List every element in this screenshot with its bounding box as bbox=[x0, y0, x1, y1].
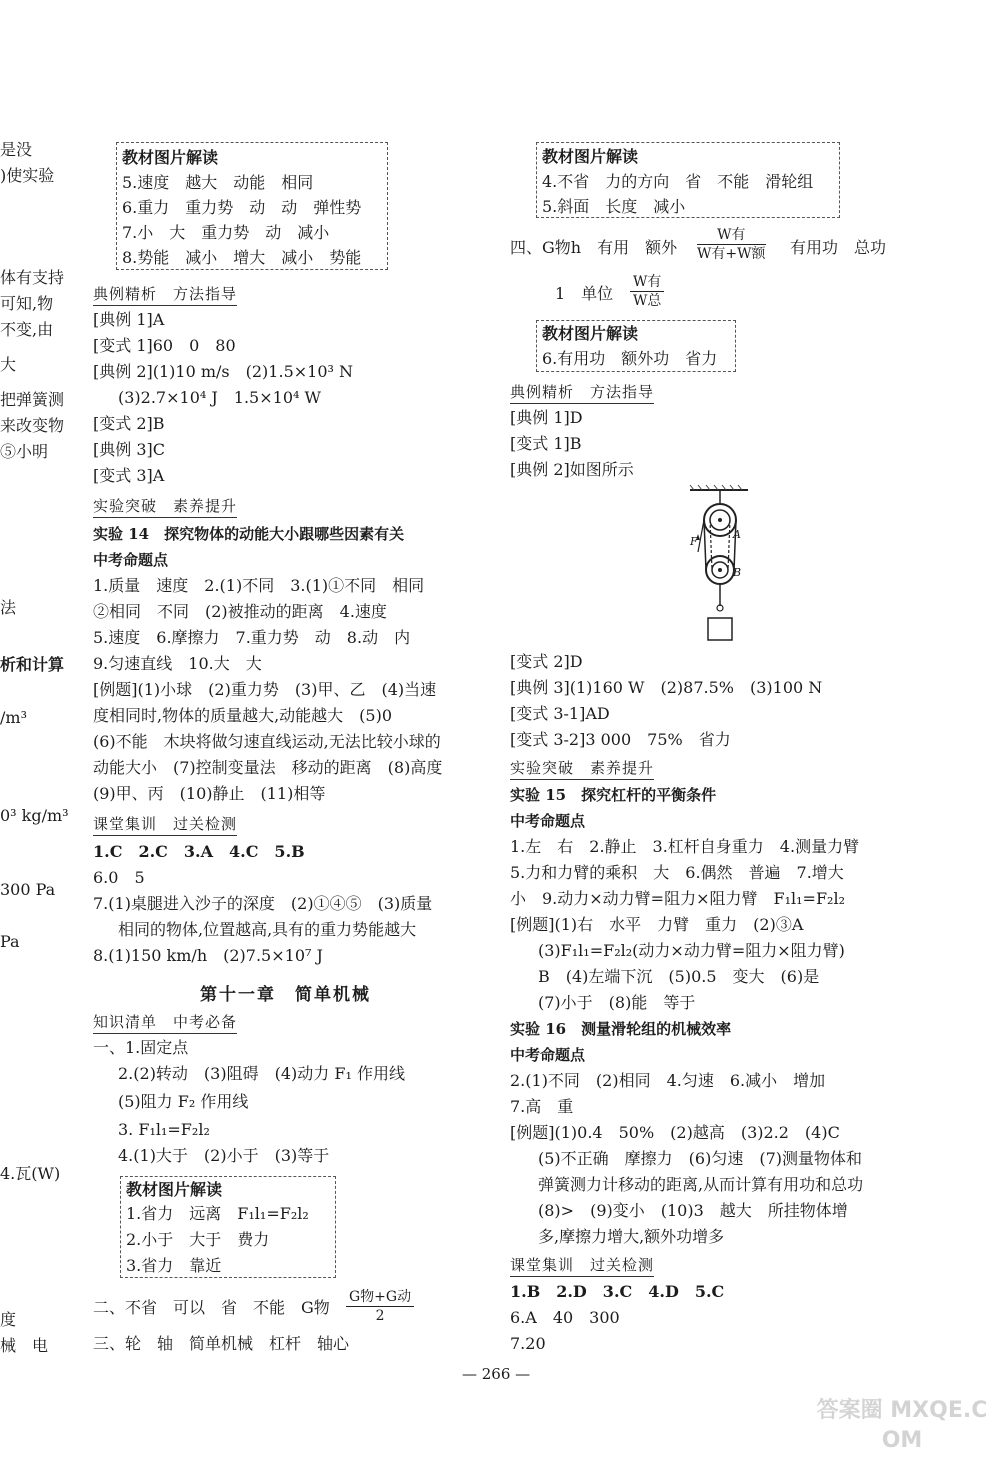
answer-line: 7.高 重 bbox=[510, 1097, 574, 1116]
answer-line: [典例 2]如图所示 bbox=[510, 460, 634, 479]
answer-line: 四、G物h 有用 额外 bbox=[510, 238, 678, 257]
box-line: 7.小 大 重力势 动 减小 bbox=[122, 223, 330, 242]
answer-line: (6)不能 木块将做匀速直线运动,无法比较小球的 bbox=[93, 732, 441, 751]
subheading: 中考命题点 bbox=[510, 812, 586, 830]
answer-line: 2.(1)不同 (2)相同 4.匀速 6.减小 增加 bbox=[510, 1071, 826, 1090]
answer-line: [变式 3]A bbox=[93, 466, 165, 485]
box-line: 6.重力 重力势 动 动 弹性势 bbox=[122, 198, 362, 217]
fraction bbox=[346, 1288, 414, 1325]
answer-line: 5.速度 6.摩擦力 7.重力势 动 8.动 内 bbox=[93, 628, 411, 647]
figure-label: F bbox=[690, 535, 698, 548]
edge-text: /m³ bbox=[0, 708, 27, 727]
subheading: 中考命题点 bbox=[93, 551, 169, 569]
answer-line: [变式 3-1]AD bbox=[510, 704, 610, 723]
answer-line: 2.(2)转动 (3)阻碍 (4)动力 F₁ 作用线 bbox=[118, 1064, 405, 1083]
section-header: 实验突破 素养提升 bbox=[510, 758, 654, 780]
answer-line: [典例 1]A bbox=[93, 310, 165, 329]
answer-line: 5.力和力臂的乘积 大 6.偶然 普遍 7.增大 bbox=[510, 863, 844, 882]
edge-text: 是没 bbox=[0, 140, 33, 159]
answer-line: 6.A 40 300 bbox=[510, 1308, 620, 1327]
box-title: 教材图片解读 bbox=[126, 1180, 223, 1199]
answer-line: (9)甲、丙 (10)静止 (11)相等 bbox=[93, 784, 326, 803]
edge-text: )使实验 bbox=[0, 166, 55, 185]
answer-line: (7)小于 (8)能 等于 bbox=[538, 993, 696, 1012]
answer-line: 小 9.动力×动力臂=阻力×阻力臂 F₁l₁=F₂l₂ bbox=[510, 889, 845, 908]
box-line: 8.势能 减小 增大 减小 势能 bbox=[122, 248, 362, 267]
answer-line: [典例 1]D bbox=[510, 408, 583, 427]
answer-line: [变式 1]60 0 80 bbox=[93, 336, 236, 355]
answer-line: [变式 2]D bbox=[510, 652, 583, 671]
answer-line: (3)2.7×10⁴ J 1.5×10⁴ W bbox=[118, 388, 321, 407]
answer-line: [例题](1)0.4 50% (2)越高 (3)2.2 (4)C bbox=[510, 1123, 840, 1142]
box-line: 1.省力 远离 F₁l₁=F₂l₂ bbox=[126, 1204, 309, 1223]
section-header: 课堂集训 过关检测 bbox=[93, 814, 237, 836]
section-header: 典例精析 方法指导 bbox=[93, 284, 237, 306]
answer-line: 8.(1)150 km/h (2)7.5×10⁷ J bbox=[93, 946, 323, 965]
edge-text: 把弹簧测 bbox=[0, 390, 65, 409]
edge-text: 械 电 bbox=[0, 1336, 49, 1355]
experiment-title: 实验 14 探究物体的动能大小跟哪些因素有关 bbox=[93, 525, 405, 543]
answer-line: B (4)左端下沉 (5)0.5 变大 (6)是 bbox=[538, 967, 820, 986]
answer-line: [变式 1]B bbox=[510, 434, 582, 453]
answer-line: ②相同 不同 (2)被推动的距离 4.速度 bbox=[93, 602, 387, 621]
edge-text: ⑤小明 bbox=[0, 442, 49, 461]
answer-line: 6.0 5 bbox=[93, 868, 145, 887]
answer-line: 7.(1)桌腿进入沙子的深度 (2)①④⑤ (3)质量 bbox=[93, 894, 433, 913]
box-title: 教材图片解读 bbox=[542, 147, 639, 166]
answer-line: (5)不正确 摩擦力 (6)匀速 (7)测量物体和 bbox=[538, 1149, 862, 1168]
fraction bbox=[630, 273, 664, 310]
watermark-text: 答案圈 MXQE.COM bbox=[816, 1398, 988, 1453]
page-number: — 266 — bbox=[462, 1365, 531, 1383]
edge-text: Pa bbox=[0, 932, 20, 951]
answer-line: 有用功 总功 bbox=[790, 238, 887, 257]
edge-text: 大 bbox=[0, 355, 17, 374]
answer-line: 一、1.固定点 bbox=[93, 1038, 189, 1057]
answer-line: 相同的物体,位置越高,具有的重力势能越大 bbox=[118, 920, 417, 939]
edge-text: 可知,物 bbox=[0, 294, 54, 313]
answer-line: [例题](1)小球 (2)重力势 (3)甲、乙 (4)当速 bbox=[93, 680, 437, 699]
answer-line: 1.C 2.C 3.A 4.C 5.B bbox=[93, 842, 305, 861]
answer-line: 多,摩擦力增大,额外功增多 bbox=[538, 1227, 725, 1246]
edge-text: 4.瓦(W) bbox=[0, 1164, 61, 1183]
box-title: 教材图片解读 bbox=[122, 148, 219, 167]
box-title: 教材图片解读 bbox=[542, 324, 639, 343]
answer-line: [典例 2](1)10 m/s (2)1.5×10³ N bbox=[93, 362, 354, 381]
watermark-logo bbox=[812, 1396, 992, 1466]
answer-line: 3. F₁l₁=F₂l₂ bbox=[118, 1120, 210, 1139]
answer-line: 弹簧测力计移动的距离,从而计算有用功和总功 bbox=[538, 1175, 864, 1194]
box-line: 4.不省 力的方向 省 不能 滑轮组 bbox=[542, 172, 814, 191]
edge-text: 法 bbox=[0, 598, 17, 617]
subheading: 中考命题点 bbox=[510, 1046, 586, 1064]
figure-label: B bbox=[733, 566, 742, 579]
fraction-denominator: W总 bbox=[633, 293, 662, 309]
answer-line: 1.B 2.D 3.C 4.D 5.C bbox=[510, 1282, 725, 1301]
answer-line: 三、轮 轴 简单机械 杠杆 轴心 bbox=[93, 1334, 350, 1353]
figure-label: A bbox=[733, 528, 741, 541]
edge-text: 体有支持 bbox=[0, 268, 65, 287]
box-line: 6.有用功 额外功 省力 bbox=[542, 349, 718, 368]
box-line: 5.速度 越大 动能 相同 bbox=[122, 173, 314, 192]
answer-line: [例题](1)右 水平 力臂 重力 (2)③A bbox=[510, 915, 804, 934]
fraction-denominator: 2 bbox=[375, 1308, 385, 1324]
fraction-numerator: W有 bbox=[697, 226, 766, 245]
chapter-title: 第十一章 简单机械 bbox=[200, 985, 371, 1005]
edge-text: 度 bbox=[0, 1310, 17, 1329]
section-header: 知识清单 中考必备 bbox=[93, 1012, 237, 1034]
edge-text: 0³ kg/m³ bbox=[0, 806, 69, 825]
answer-line: (3)F₁l₁=F₂l₂(动力×动力臂=阻力×阻力臂) bbox=[538, 941, 845, 960]
fraction bbox=[697, 226, 766, 263]
answer-line: 1.质量 速度 2.(1)不同 3.(1)①不同 相同 bbox=[93, 576, 425, 595]
fraction-denominator: W有+W额 bbox=[697, 246, 766, 262]
answer-line: [变式 3-2]3 000 75% 省力 bbox=[510, 730, 731, 749]
answer-line: (8)> (9)变小 (10)3 越大 所挂物体增 bbox=[538, 1201, 848, 1220]
answer-line: (5)阻力 F₂ 作用线 bbox=[118, 1092, 249, 1111]
fraction-numerator: G物+G动 bbox=[346, 1288, 414, 1307]
answer-line: 1 单位 bbox=[555, 284, 614, 303]
box-line: 5.斜面 长度 减小 bbox=[542, 197, 686, 216]
answer-line: 4.(1)大于 (2)小于 (3)等于 bbox=[118, 1146, 330, 1165]
answer-line: 度相同时,物体的质量越大,动能越大 (5)0 bbox=[93, 706, 393, 725]
box-line: 3.省力 靠近 bbox=[126, 1256, 222, 1275]
experiment-title: 实验 16 测量滑轮组的机械效率 bbox=[510, 1020, 732, 1038]
pulley-system-diagram bbox=[680, 482, 760, 644]
section-header: 课堂集训 过关检测 bbox=[510, 1255, 654, 1277]
answer-line: 二、不省 可以 省 不能 G物 bbox=[93, 1298, 330, 1317]
box-line: 2.小于 大于 费力 bbox=[126, 1230, 270, 1249]
answer-line: [典例 3]C bbox=[93, 440, 165, 459]
answer-line: 9.匀速直线 10.大 大 bbox=[93, 654, 262, 673]
answer-line: 7.20 bbox=[510, 1334, 546, 1353]
answer-line: [典例 3](1)160 W (2)87.5% (3)100 N bbox=[510, 678, 823, 697]
edge-text: 来改变物 bbox=[0, 416, 65, 435]
edge-text: 不变,由 bbox=[0, 320, 54, 339]
answer-line: 动能大小 (7)控制变量法 移动的距离 (8)高度 bbox=[93, 758, 443, 777]
fraction-numerator: W有 bbox=[630, 273, 664, 292]
edge-text: 析和计算 bbox=[0, 655, 65, 674]
answer-line: 1.左 右 2.静止 3.杠杆自身重力 4.测量力臂 bbox=[510, 837, 860, 856]
experiment-title: 实验 15 探究杠杆的平衡条件 bbox=[510, 786, 717, 804]
section-header: 实验突破 素养提升 bbox=[93, 496, 237, 518]
section-header: 典例精析 方法指导 bbox=[510, 382, 654, 404]
answer-line: [变式 2]B bbox=[93, 414, 165, 433]
edge-text: 300 Pa bbox=[0, 880, 56, 899]
